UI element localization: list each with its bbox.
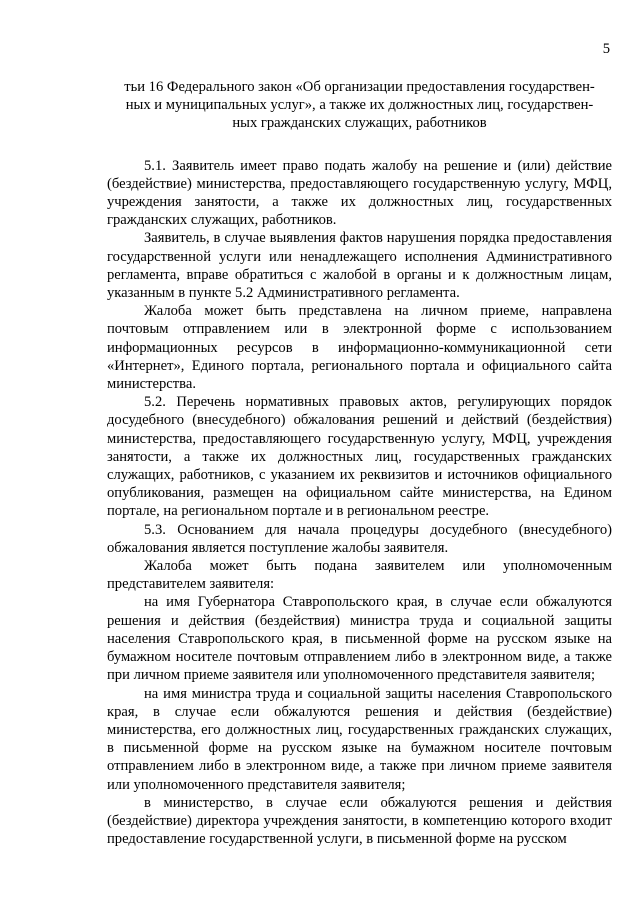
heading-line: ных и муниципальных услуг», а также их должностных лиц, государствен- (125, 97, 594, 114)
paragraph: Жалоба может быть подана заявителем или уполномоченным представителем заявителя: (107, 558, 612, 593)
paragraph: на имя Губернатора Ставропольского края, в случае если обжалуются решения и действия (бездействия) министра труда и социальной защиты населения Ставропольского края, в письменной форме на русском языке на бумажном носителе почтовым отправлением либо в электронном виде, а также при личном приеме заявителя или уполномоченного представителя заявителя; (107, 594, 612, 684)
paragraph: Жалоба может быть представлена на личном приеме, направлена почтовым отправлением или в электронной форме с использованием информационных ресурсов в информационно-коммуникационной сети «Интернет», Единого портала, регионального портала и официального сайта министерства. (107, 303, 612, 393)
heading-line: ных гражданских служащих, работников (232, 115, 487, 132)
heading-line: тьи 16 Федерального закон «Об организации предоставления государствен- (124, 79, 595, 95)
page-number: 5 (602, 41, 610, 57)
paragraph: на имя министра труда и социальной защиты населения Ставропольского края, в случае если обжалуются решения и действия (бездействие) министерства, его должностных лиц, государственных гражданских служащих, в письменной форме на русском языке на бумажном носителе почтовым отправлением либо в электронном виде, а также при личном приеме заявителя или уполномоченного представителя заявителя; (107, 685, 612, 793)
paragraph: в министерство, в случае если обжалуются решения и действия (бездействие) директора учреждения занятости, в компетенцию которого входит предоставление государственной услуги, в письменной форме на русском (107, 794, 612, 848)
paragraph: Заявитель, в случае выявления фактов нарушения порядка предоставления государственной услуги или ненадлежащего исполнения Административного регламента, вправе обратиться с жалобой в органы и к должностным лицам, указанным в пункте 5.2 Административного регламента. (107, 230, 612, 302)
section-heading (107, 78, 612, 133)
document-body (107, 78, 612, 848)
paragraph: 5.1. Заявитель имеет право подать жалобу на решение и (или) действие (бездействие) министерства, предоставляющего государственную услугу, МФЦ, учреждения занятости, а также их должностных лиц, государственных гражданских служащих, работников. (107, 157, 612, 229)
paragraph: 5.3. Основанием для начала процедуры досудебного (внесудебного) обжалования является поступление жалобы заявителя. (107, 521, 612, 556)
paragraph: 5.2. Перечень нормативных правовых актов, регулирующих порядок досудебного (внесудебного) обжалования решений и действий (бездействия) министерства, предоставляющего государственную услугу, МФЦ, учреждения занятости, а также их должностных лиц, государственных гражданских служащих, работников, с указанием их реквизитов и источников официального опубликования, размещен на официальном сайте министерства, на Едином портале, на региональном портале и в региональном реестре. (107, 394, 612, 520)
